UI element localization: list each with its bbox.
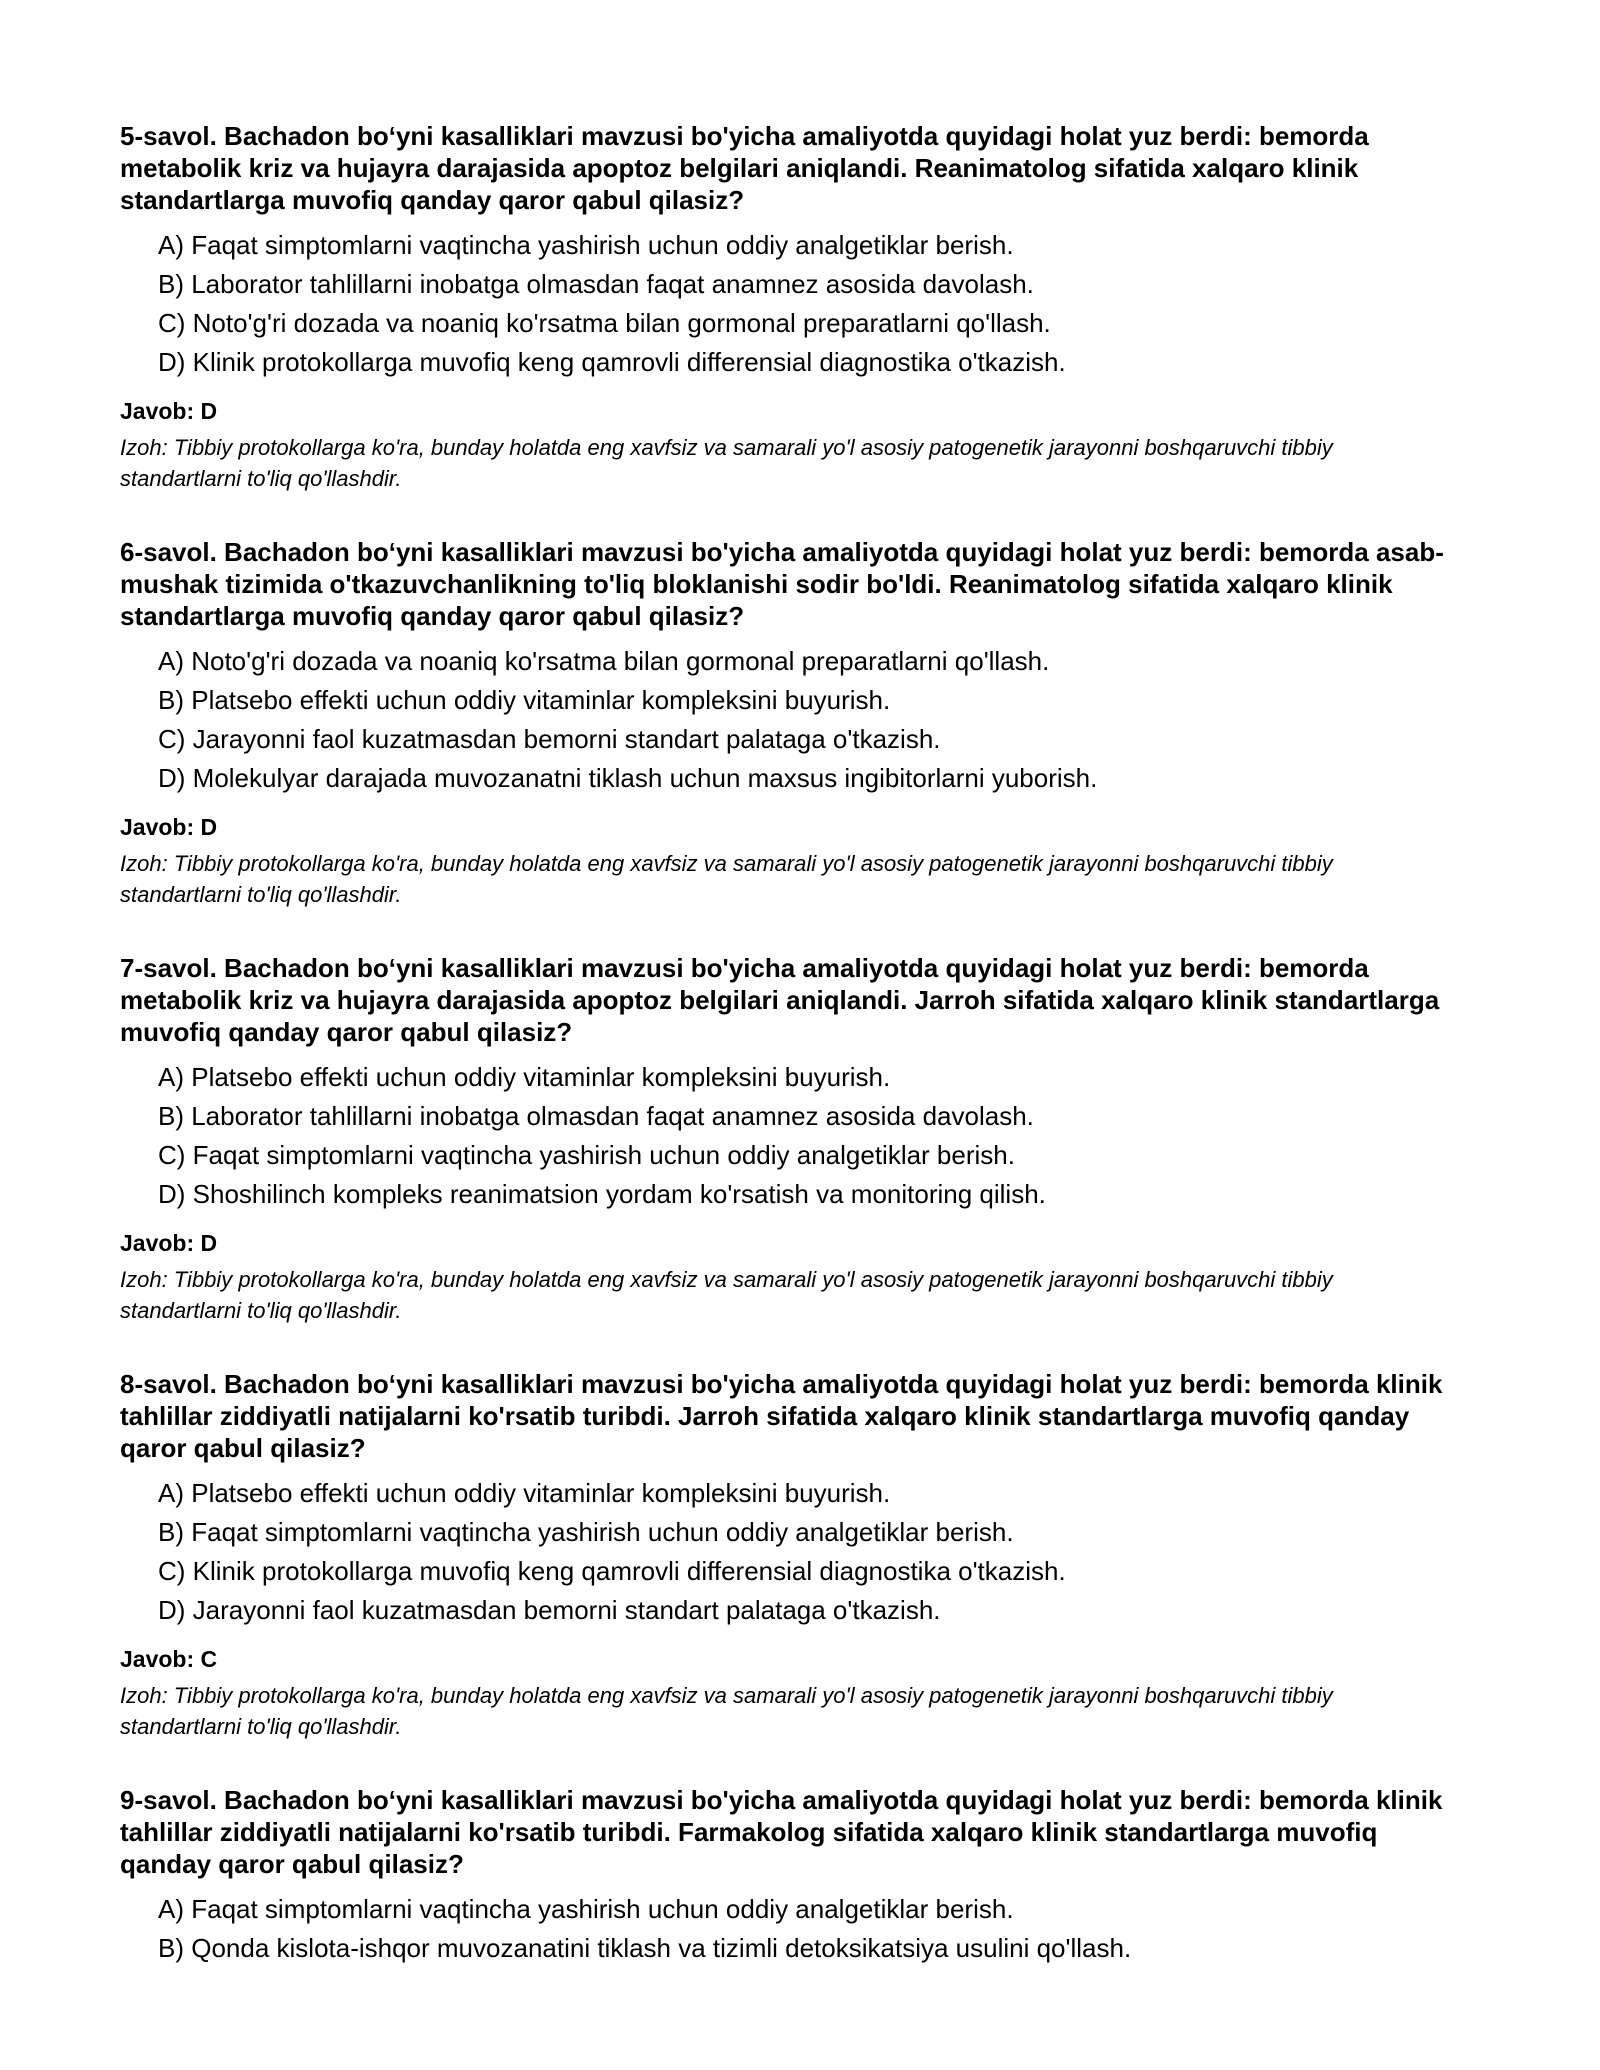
question-title: 6-savol. Bachadon bo‘yni kasalliklari mavzusi bo'yicha amaliyotda quyidagi holat yuz berdi: bemorda asab-mushak tizimida o'tkazuvchanlikning to'liq bloklanishi sodir bo'ldi. Reanimatolog sifatida xalqaro klinik standartlarga muvofiq qanday qaror qabul qilasiz? [120, 537, 1444, 631]
option-a: A) Platsebo effekti uchun oddiy vitaminlar kompleksini buyurish. [158, 1478, 891, 1508]
question-title: 5-savol. Bachadon bo‘yni kasalliklari mavzusi bo'yicha amaliyotda quyidagi holat yuz berdi: bemorda metabolik kriz va hujayra darajasida apoptoz belgilari aniqlandi. Reanimatolog sifatida xalqaro klinik standartlarga muvofiq qanday qaror qabul qilasiz? [120, 121, 1369, 215]
options-list [120, 1474, 1460, 1630]
option-b: B) Faqat simptomlarni vaqtincha yashirish uchun oddiy analgetiklar berish. [158, 1517, 1014, 1547]
option-c: C) Faqat simptomlarni vaqtincha yashirish uchun oddiy analgetiklar berish. [158, 1140, 1015, 1170]
question-6 [120, 536, 1460, 910]
options-list [120, 642, 1460, 798]
option-a: A) Platsebo effekti uchun oddiy vitaminlar kompleksini buyurish. [158, 1062, 891, 1092]
options-list [120, 1058, 1460, 1214]
option-d: D) Molekulyar darajada muvozanatni tiklash uchun maxsus ingibitorlarni yuborish. [158, 763, 1098, 793]
option-b: B) Laborator tahlillarni inobatga olmasdan faqat anamnez asosida davolash. [158, 269, 1034, 299]
options-list [120, 1890, 1460, 1968]
answer: Javob: C [120, 1646, 218, 1672]
option-c: C) Noto'g'ri dozada va noaniq ko'rsatma bilan gormonal preparatlarni qo'llash. [158, 308, 1051, 338]
answer: Javob: D [120, 1230, 218, 1256]
question-title: 9-savol. Bachadon bo‘yni kasalliklari mavzusi bo'yicha amaliyotda quyidagi holat yuz berdi: bemorda klinik tahlillar ziddiyatli natijalarni ko'rsatib turibdi. Farmakolog sifatida xalqaro klinik standartlarga muvofiq qanday qaror qabul qilasiz? [120, 1785, 1443, 1879]
option-a: A) Faqat simptomlarni vaqtincha yashirish uchun oddiy analgetiklar berish. [158, 1894, 1014, 1924]
explanation-note: Izoh: Tibbiy protokollarga ko'ra, bunday holatda eng xavfsiz va samarali yo'l asosiy patogenetik jarayonni boshqaruvchi tibbiy standartlarni to'liq qo'llashdir. [120, 435, 1333, 491]
option-a: A) Noto'g'ri dozada va noaniq ko'rsatma bilan gormonal preparatlarni qo'llash. [158, 646, 1050, 676]
question-title: 7-savol. Bachadon bo‘yni kasalliklari mavzusi bo'yicha amaliyotda quyidagi holat yuz berdi: bemorda metabolik kriz va hujayra darajasida apoptoz belgilari aniqlandi. Jarroh sifatida xalqaro klinik standartlarga muvofiq qanday qaror qabul qilasiz? [120, 953, 1440, 1047]
question-9 [120, 1784, 1460, 1968]
option-a: A) Faqat simptomlarni vaqtincha yashirish uchun oddiy analgetiklar berish. [158, 230, 1014, 260]
question-5 [120, 120, 1460, 494]
question-7 [120, 952, 1460, 1326]
explanation-note: Izoh: Tibbiy protokollarga ko'ra, bunday holatda eng xavfsiz va samarali yo'l asosiy patogenetik jarayonni boshqaruvchi tibbiy standartlarni to'liq qo'llashdir. [120, 1683, 1333, 1739]
explanation-note: Izoh: Tibbiy protokollarga ko'ra, bunday holatda eng xavfsiz va samarali yo'l asosiy patogenetik jarayonni boshqaruvchi tibbiy standartlarni to'liq qo'llashdir. [120, 851, 1333, 907]
document-page [120, 120, 1460, 2010]
question-title: 8-savol. Bachadon bo‘yni kasalliklari mavzusi bo'yicha amaliyotda quyidagi holat yuz berdi: bemorda klinik tahlillar ziddiyatli natijalarni ko'rsatib turibdi. Jarroh sifatida xalqaro klinik standartlarga muvofiq qanday qaror qabul qilasiz? [120, 1369, 1443, 1463]
option-d: D) Jarayonni faol kuzatmasdan bemorni standart palataga o'tkazish. [158, 1595, 941, 1625]
explanation-note: Izoh: Tibbiy protokollarga ko'ra, bunday holatda eng xavfsiz va samarali yo'l asosiy patogenetik jarayonni boshqaruvchi tibbiy standartlarni to'liq qo'llashdir. [120, 1267, 1333, 1323]
option-b: B) Platsebo effekti uchun oddiy vitaminlar kompleksini buyurish. [158, 685, 891, 715]
option-b: B) Qonda kislota-ishqor muvozanatini tiklash va tizimli detoksikatsiya usulini qo'llash. [158, 1933, 1132, 1963]
option-d: D) Shoshilinch kompleks reanimatsion yordam ko'rsatish va monitoring qilish. [158, 1179, 1046, 1209]
option-c: C) Jarayonni faol kuzatmasdan bemorni standart palataga o'tkazish. [158, 724, 941, 754]
answer: Javob: D [120, 398, 218, 424]
answer: Javob: D [120, 814, 218, 840]
question-8 [120, 1368, 1460, 1742]
option-b: B) Laborator tahlillarni inobatga olmasdan faqat anamnez asosida davolash. [158, 1101, 1034, 1131]
options-list [120, 226, 1460, 382]
option-c: C) Klinik protokollarga muvofiq keng qamrovli differensial diagnostika o'tkazish. [158, 1556, 1066, 1586]
option-d: D) Klinik protokollarga muvofiq keng qamrovli differensial diagnostika o'tkazish. [158, 347, 1066, 377]
